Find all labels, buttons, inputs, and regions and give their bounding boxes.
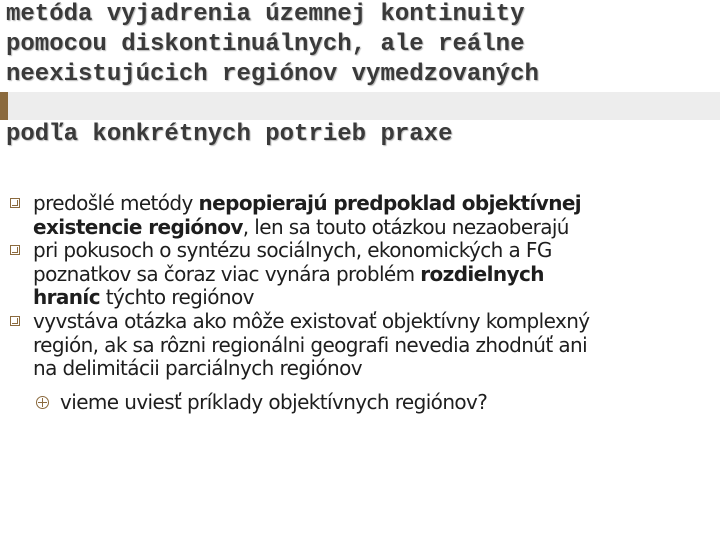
text-run: vyvstáva otázka ako môže existovať objektívny komplexný	[33, 308, 590, 333]
bullet-item	[0, 192, 720, 239]
bold-text: existencie regiónov	[33, 214, 243, 239]
bullet-line	[33, 357, 720, 381]
text-run: predošlé metódy	[33, 191, 199, 215]
circled-plus-bullet-icon	[36, 396, 49, 409]
bullet-line	[33, 334, 720, 358]
square-bullet-icon	[10, 316, 20, 326]
text-run: región, ak sa rôzni regionálni geografi nevedia zhodnúť ani	[33, 332, 588, 357]
bullet-line	[33, 263, 720, 287]
title-line: metóda vyjadrenia územnej kontinuity	[6, 1, 525, 28]
bullet-list	[0, 192, 720, 414]
square-bullet-icon	[10, 198, 20, 208]
bullet-line	[33, 286, 720, 310]
sub-bullet-text: vieme uviesť príklady objektívnych regiónov?	[60, 389, 488, 414]
title-line: neexistujúcich regiónov vymedzovaných	[6, 61, 539, 88]
bold-text: nepopierajú predpoklad objektívnej	[198, 191, 582, 215]
bold-text: rozdielnych	[420, 261, 544, 286]
text-run: na delimitácii parciálnych regiónov	[33, 356, 362, 381]
bullet-line	[33, 239, 720, 263]
bold-text: hraníc	[33, 285, 100, 310]
text-run: pri pokusoch o syntézu sociálnych, ekonomických a FG	[33, 238, 552, 263]
text-run: , len sa touto otázkou nezaoberajú	[242, 214, 569, 239]
title-line: pomocou diskontinuálnych, ale reálne	[6, 31, 525, 58]
bullet-item	[0, 310, 720, 381]
bullet-line	[33, 192, 720, 216]
text-run: týchto regiónov	[99, 285, 254, 310]
text-run: poznatkov sa čoraz viac vynára problém	[33, 261, 421, 286]
slide-title-area	[0, 0, 720, 150]
title-line: podľa konkrétnych potrieb praxe	[6, 121, 453, 148]
bullet-item	[0, 239, 720, 310]
square-bullet-icon	[10, 245, 20, 255]
bullet-line	[33, 310, 720, 334]
sub-bullet-item	[0, 391, 720, 415]
slide-title	[6, 0, 718, 150]
bullet-line	[33, 216, 720, 240]
